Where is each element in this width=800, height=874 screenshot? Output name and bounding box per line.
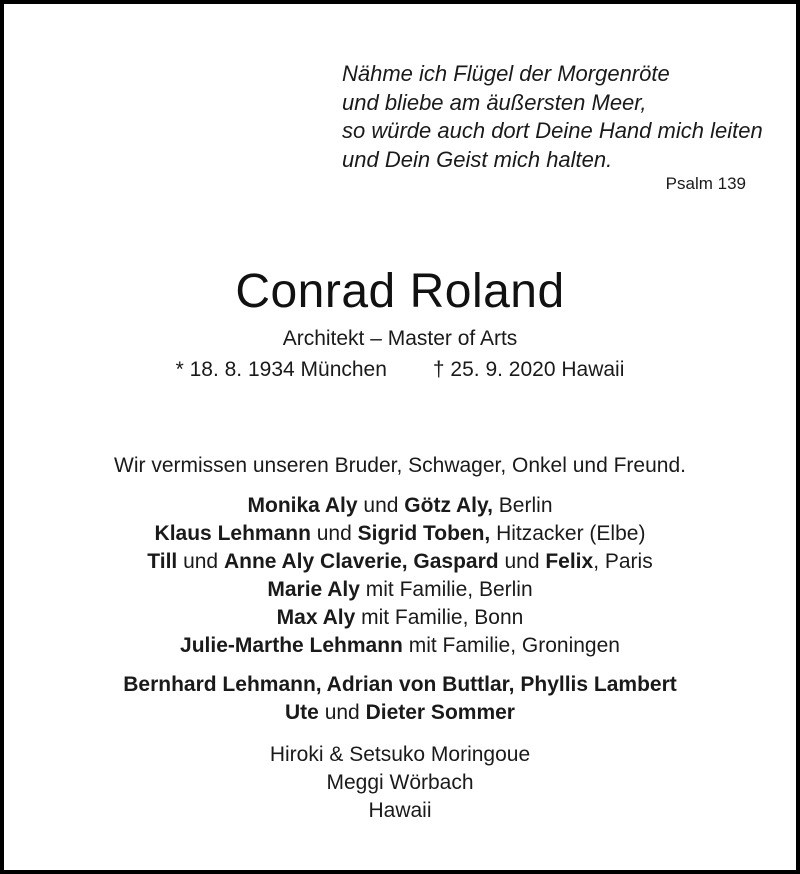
mourner-text: und <box>498 550 546 573</box>
mourner-line <box>4 576 796 604</box>
mourner-name: Max Aly <box>276 606 356 629</box>
family-mourners <box>4 492 796 660</box>
deceased-name: Conrad Roland <box>235 265 565 318</box>
mourner-line <box>4 671 796 699</box>
life-dates <box>4 358 796 382</box>
mourner-name: Monika Aly <box>247 494 358 517</box>
psalm-verse <box>342 60 762 174</box>
mourner-text: , Paris <box>593 550 653 573</box>
mourner-line <box>4 492 796 520</box>
hawaii-mourners <box>4 741 796 825</box>
mourner-name: Marie Aly <box>267 578 360 601</box>
mourner-text: mit Familie, Berlin <box>359 578 533 601</box>
mourner-name: Götz Aly, <box>404 494 493 517</box>
mourner-text: und <box>318 701 366 724</box>
mourner-name: Dieter Sommer <box>365 701 515 724</box>
mourning-statement: Wir vermissen unseren Bruder, Schwager, Onkel und Freund. <box>114 454 686 477</box>
deceased-profession: Architekt – Master of Arts <box>282 327 518 350</box>
mourner-line <box>4 699 796 727</box>
mourner-name: Bernhard Lehmann, Adrian von Buttlar, Phyllis Lambert <box>123 673 677 696</box>
mourner-text: Berlin <box>492 494 553 517</box>
mourner-name: Anne Aly Claverie, Gaspard <box>223 550 499 573</box>
verse-source: Psalm 139 <box>665 174 746 193</box>
mourner-text: und <box>177 550 224 573</box>
mourner-line: Meggi Wörbach <box>326 771 474 794</box>
mourner-location: Hawaii <box>368 799 432 822</box>
verse-line: und Dein Geist mich halten. <box>342 146 613 172</box>
birth-date: * 18. 8. 1934 München <box>175 358 387 381</box>
mourner-name: Felix <box>545 550 594 573</box>
verse-line: und bliebe am äußersten Meer, <box>342 89 647 115</box>
mourner-name: Till <box>147 550 178 573</box>
mourner-name: Ute <box>285 701 319 724</box>
verse-line: so würde auch dort Deine Hand mich leiten <box>342 118 763 143</box>
mourner-text: und <box>310 522 358 545</box>
death-date: † 25. 9. 2020 Hawaii <box>432 358 625 381</box>
mourner-text: Hitzacker (Elbe) <box>490 522 646 545</box>
mourner-line <box>4 520 796 548</box>
mourner-text: und <box>357 494 405 517</box>
mourner-line <box>4 548 796 576</box>
mourner-name: Sigrid Toben, <box>357 522 491 545</box>
mourner-text: mit Familie, Bonn <box>355 606 524 629</box>
verse-line: Nähme ich Flügel der Morgenröte <box>342 61 670 86</box>
mourner-line: Hiroki & Setsuko Moringoue <box>269 743 531 766</box>
mourner-name: Julie-Marthe Lehmann <box>180 634 403 657</box>
mourner-name: Klaus Lehmann <box>154 522 311 545</box>
friends-mourners <box>4 671 796 727</box>
mourner-line <box>4 632 796 660</box>
mourner-text: mit Familie, Groningen <box>402 634 620 657</box>
mourner-line <box>4 604 796 632</box>
